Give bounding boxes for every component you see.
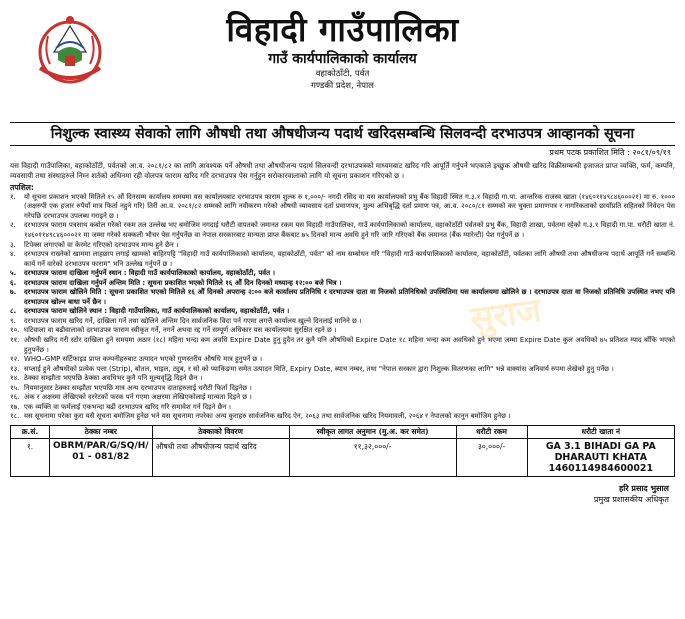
- watermark: सुराज: [467, 290, 544, 340]
- condition-number: १०.: [10, 326, 20, 335]
- condition-text: WHO–GMP सर्टिफाइड प्राप्त कम्पनीहरुबाट उत्पादन भएको गुणस्तरीय औषधि मात्र हुनुपर्ने छ ।: [24, 355, 263, 364]
- condition-text: दरभाउपत्र राख्नेको खाममा लाहछाप लगाई खामको बाहिरपट्टि "विहादी गाउँ कार्यपालिकाको कार्यालय, वहाकोठाँटी, पर्वत" को नाम सम्बोधन गरि "विहादी गाउँ कार्यपालिकाको कार्यालय, वहाकोठाँटी, पर्वतका लागि औषधी तथा औषधीजन्य पदार्थ आपूर्ति गर्ने सम्बन्धि कार्य गर्ने वारेको दरभाउपत्र फाराम" भनि उल्लेख गर्नुपर्ने छ ।: [24, 250, 675, 268]
- condition-text: ठेक्का सम्झौता भएपछि ठेक्का अवधिभर कुनै पनि मूल्यवृद्धि दिइने छैन ।: [24, 374, 203, 383]
- condition-text: नियमानुसार ठेक्का सम्झौता भएपछि मात्र अन्य दरभाउपत्र दाताहरुलाई धरौटी फिर्ता दिइनेछ ।: [24, 383, 252, 392]
- condition-item: [10, 241, 675, 251]
- condition-number: १५.: [10, 383, 20, 392]
- condition-item: [10, 269, 675, 279]
- condition-number: ७.: [10, 288, 17, 297]
- condition-text: टिपेक्स लगाएको वा केरमेट गरिएको दरभाउपत्र मान्य हुने छैन ।: [24, 240, 179, 249]
- office-subtitle: गाउँ कार्यपालिकाको कार्यालय: [268, 51, 417, 67]
- condition-text: दरभाउपत्र फाराम खरिद गर्ने, दाखिला गर्ने तथा खोलिने अन्तिम दिन सार्वजनिक विदा पर्न गएमा लगत्तै कार्यालय खुल्ने दिनलाई मानिने छ ।: [24, 316, 362, 325]
- condition-number: १६.: [10, 393, 20, 402]
- condition-number: ९.: [10, 316, 16, 325]
- col-deposit-header: धरौटी रकम: [456, 425, 527, 438]
- col-account-header: धरौटी खाता नं: [527, 425, 674, 438]
- cell-deposit: ३०,०००/-: [456, 438, 527, 476]
- condition-text: अंक र अक्षरमा लेखिएको दररेटको फरक पर्न गएमा अक्षरमा लेखिएकोलाई मान्यता दिइने छ ।: [24, 393, 252, 402]
- condition-item: [10, 336, 675, 355]
- intro-paragraph: यस विहादी गाउँपालिका, वहाकोठाँटी, पर्वतको आ.व. २०८१/८२ का लागि आवश्यक पर्ने औषधी तथा औषधीजन्य पदार्थ सिलवन्दी दरभाउपत्रको माध्यमबाट खरिद गरि आपूर्ति गर्नुपर्ने भएकाले इच्छुक औषधी खरिद विक्रीसम्बन्धी इजाजत प्राप्त व्यक्ति, फर्म, कम्पनि, व्यवसायी तथा संस्थाहरुले निम्न शर्तको अधिनमा रही वोलपत्र फाराम खरिद गरि दरभाउपत्र पेस गर्नुहुन सरोकारवालाको लागि यो सूचना प्रकाशन गरिएको छ ।: [10, 161, 675, 181]
- condition-number: ५.: [10, 269, 17, 278]
- condition-number: १४.: [10, 374, 20, 383]
- signatory-designation: प्रमुख प्रशासकीय अधिकृत: [593, 494, 669, 504]
- nepal-emblem-icon: [34, 12, 106, 88]
- letterhead: [10, 10, 675, 122]
- conditions-list: [10, 193, 675, 422]
- condition-text: औषधी खरिद गरी स्टोर दाखिला हुने समयमा अठार (१८) महिना भन्दा कम अवधि Expire Date हुनु हुदैन तर कुनै पनि औषधिको Expire Date १८ महिना भन्दा कम अवधिको हुने भएमा जम्मा Expire Date कुल अवधिको ७५ प्रतिशत ग्याद बाँकि भएको हुनुपर्नेछ ।: [24, 336, 675, 354]
- condition-number: १७.: [10, 402, 20, 411]
- cell-description: औषधी तथा औषधीजन्य पदार्थ खरिद: [152, 438, 289, 476]
- address-line-1: वहाकोठाँटी, पर्वत: [315, 69, 370, 79]
- signatory-name: हरि प्रसाद भुसाल: [619, 483, 669, 493]
- municipality-title: विहादी गाउँपालिका: [226, 10, 459, 49]
- publish-date: प्रथम पटक प्रकाशित मिति : २०८१/०९/१९: [549, 148, 671, 157]
- col-estimate-header: स्वीकृत लागत अनुमान (मु.अ. कर समेत): [289, 425, 456, 438]
- col-sn-header: क्र.सं.: [11, 425, 50, 438]
- table-row: [11, 438, 675, 476]
- condition-number: ११.: [10, 336, 20, 345]
- condition-item: [10, 279, 675, 289]
- condition-number: ८.: [10, 307, 17, 316]
- condition-item: [10, 365, 675, 375]
- condition-item: [10, 288, 675, 307]
- condition-text: दरभाउपत्र फाराम दाखिला गर्नुपर्ने अन्तिम मिति : सूचना प्रकाशित भएको मितिले १६ औं दिन दिनको मध्यान्ह १२:०० बजे भित्र ।: [24, 278, 342, 287]
- condition-item: [10, 221, 675, 240]
- condition-number: १.: [10, 192, 16, 201]
- cell-sn: १.: [11, 438, 50, 476]
- condition-text: दरभाउपत्र फाराम दाखिला गर्नुपर्ने स्थान : विहादी गाउँ कार्यपालिकाको कार्यालय, वहाकोठाँटी, पर्वत ।: [24, 269, 276, 278]
- cell-account: GA 3.1 BIHADI GA PA DHARAUTI KHATA 1460114984600021: [527, 438, 674, 476]
- condition-item: [10, 393, 675, 403]
- condition-text: दरभाउपत्र फाराम खोलिने स्थान : विहादी गाउँपालिका, गाउँ कार्यपालिकाको कार्यालय, वहाकोठाँटी, पर्वत ।: [24, 307, 290, 316]
- col-contract-no-header: ठेक्का नम्बर: [50, 425, 153, 438]
- table-header-row: [11, 425, 675, 438]
- condition-item: [10, 384, 675, 394]
- cell-estimate: ११,३२,०००/-: [289, 438, 456, 476]
- condition-item: [10, 355, 675, 365]
- conditions-heading: तपशिल:: [10, 182, 34, 192]
- condition-number: १८.: [10, 412, 20, 421]
- condition-item: [10, 403, 675, 413]
- tender-table: [10, 425, 675, 477]
- condition-text: सप्लाई हुने औषधीको प्रत्येक पत्ता (Strip), बोतल, भाइल, ट्युब, र सो को प्याकिङमा समेत उत्पादन मिति, Expiry Date, ब्याच नम्बर, तथा "नेपाल सरकार द्वारा निशुल्क वितरणका लागि" भन्ने वाक्यांस अनिवार्य रुपमा लेखेको हुनु पर्नेछ ।: [24, 364, 614, 373]
- condition-item: [10, 307, 675, 317]
- condition-item: [10, 412, 675, 422]
- condition-number: ४.: [10, 250, 16, 259]
- cell-contract-no: OBRM/PAR/G/SQ/H/ 01 - 081/82: [50, 438, 153, 476]
- condition-text: यस सूचनामा परेका कुरा यसै सूचना बमोजिम हुनेछ भने यस सूचनामा नपरेका अन्य कुराहरु सार्वजनिक खरिद ऐन, २०६३ तथा सार्वजनिक खरिद नियमावली, २०६४ र नेपालको कानुन बमोजिम हुनेछ ।: [24, 412, 511, 421]
- condition-text: यो सूचना प्रकाशन भएको मितिले १५ औं दिनसम्म कार्यालय समयमा यस कार्यालयबाट दरभाउपत्र फाराम शुल्क रु १,०००/- नगदी रसिद वा यस कार्यालयको प्रभु बैंक विहादी स्थित ग.३.१ विहादी गा.पा. आन्तरिक राजस्व खाता (१४६०११४९८४६०००२१) मा रु. १००० (अक्षरुपी एक हजार रुपैयाँ मात्र फिर्ता नहुने गरि) तिरी आ.व. २०८१/८२ सम्मको लागि नवीकरण गरेको औषधी व्यावसाय दर्ता प्रमाणपत्र, मुल्य अभिबृद्धि दर्ता प्रमाण पत्र, आ.व. २०८०/८१ सम्मको कर चुक्ता प्रमाणपत्र र नागरिकताको छायाँप्रति सहितको निवेदन पेस गरेपछि दरभाउपत्र उपलब्ध गराइने छ ।: [24, 192, 675, 220]
- condition-number: २.: [10, 221, 16, 230]
- condition-number: १२.: [10, 355, 20, 364]
- col-description-header: ठेक्काको विवरण: [152, 425, 289, 438]
- condition-item: [10, 193, 675, 222]
- condition-item: [10, 326, 675, 336]
- notice-title: निशुल्क स्वास्थ्य सेवाको लागि औषधी तथा औषधीजन्य पदार्थ खरिदसम्बन्धि सिलवन्दी दरभाउपत्र आव्हानको सूचना: [10, 122, 675, 146]
- condition-item: [10, 374, 675, 384]
- condition-number: ३.: [10, 240, 16, 249]
- condition-text: दरभाउपत्र फाराम खोलिने मिति : सूचना प्रकाशित भएको मितिले १६ औं दिनको अपरान्ह २:०० बजे कार्यालय प्रतिनिधि र दरभाउपत्र दाता वा निजको प्रतिनिधिको उपस्थितिमा यस कार्यालयमा खोलिने छ । दरभाउपत्र दाता वा निजको प्रतिनिधि उपस्थित नभए पनि दरभाउपत्र खोल्न बाधा पर्ने छैन ।: [24, 288, 675, 306]
- condition-number: ६.: [10, 278, 17, 287]
- condition-number: १३.: [10, 364, 20, 373]
- signature-block: [10, 483, 675, 505]
- condition-item: [10, 250, 675, 269]
- address-line-2: गण्डकी प्रदेश, नेपाल: [311, 81, 374, 91]
- condition-text: एक व्यक्ति वा फर्मलाई एकभन्दा बढी दरभाउपत्र खरिद गरि समावेश गर्न दिइने छैन ।: [24, 402, 232, 411]
- condition-text: घटिवाला वा बढीवालाको दरभाउपत्र फाराम स्वीकृत गर्ने, नगर्ने अथवा रद्द गर्ने सम्पूर्ण अधिकार यस कार्यालयमा सुरक्षित रहने छ ।: [24, 326, 337, 335]
- condition-text: दरभाउपत्र फाराम पत्रसाथ कबोल गरेको रकम तल उल्लेख भए बमोजिम नगदाई धरौटी वापतको जमानत रकम यस विहादी गाउँपालिका, गाउँ कार्यपालिकाको कार्यालय, वहाकोठाँटी पर्वतको प्रभु बैंक, विहादी शाखा, पर्वतमा रहेको ग.३.१ विहादी गा.पा. धरौटी खाता नं. १४६०११४९८४६०००२१ मा जम्मा गरेको सक्कली भौचर पेस गर्नुपर्नेछ वा नेपाल सरकारबाट मान्यता प्राप्त बैंकबाट ७५ दिनको मान्य अवधि हुने गरि जारि गरिएको बैंक जमानत (बैंक ग्यारेन्टी) पेश गर्नुपर्ने छ ।: [24, 221, 675, 239]
